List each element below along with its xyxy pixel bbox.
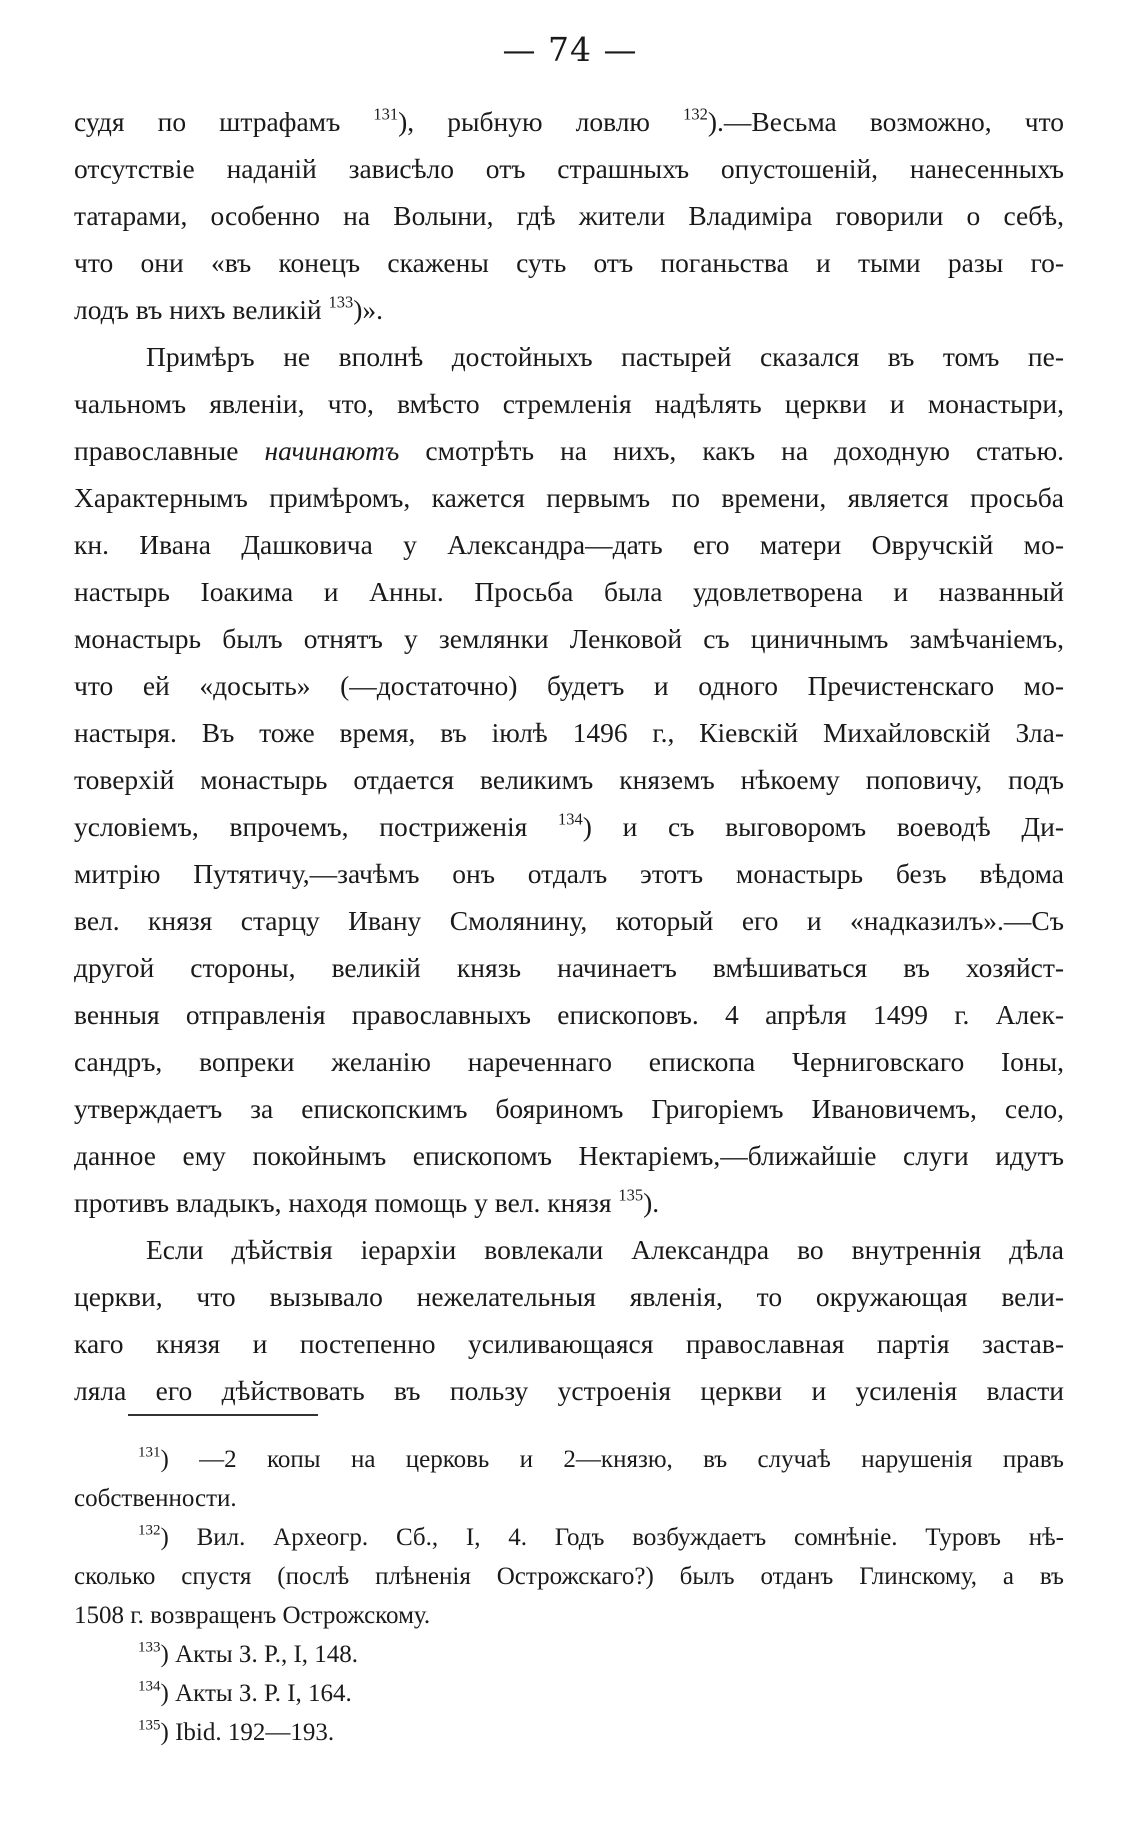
footnote-ref: 133 <box>328 292 354 312</box>
text-line: лодъ въ нихъ великій $^{133}$)». <box>74 292 384 325</box>
text-line: митрію Путятичу,—зачѣмъ онъ отдалъ этотъ монастырь безъ вѣдома <box>74 858 1064 889</box>
text-line: вел. князя старцу Ивану Смолянину, который его и «надказилъ».—Съ <box>74 905 1064 936</box>
text-line: $^{133}$) Акты З. Р., I, 148. <box>138 1639 359 1668</box>
emphasis: начинаютъ <box>264 435 400 466</box>
main-text <box>74 98 1064 1414</box>
text-line: 1508 г. возвращенъ Острожскому. <box>74 1602 431 1629</box>
text-line: другой стороны, великій князь начинаетъ вмѣшиваться въ хозяйст- <box>74 952 1064 983</box>
text-line: судя по штрафамъ $^{131}$), рыбную ловлю $^{132}$).—Весьма возможно, что <box>74 104 1065 137</box>
footnote-ref: 134 <box>557 809 583 829</box>
text-line: Если дѣйствія іерархіи вовлекали Александра во внутреннія дѣла <box>146 1234 1064 1265</box>
text-line: $^{135}$) Ibid. 192—193. <box>138 1717 335 1746</box>
text-line: что они «въ конецъ скажены суть отъ поганьства и тыми разы го- <box>74 247 1064 278</box>
footnote-ref: 132 <box>683 104 708 124</box>
footnote-134 <box>74 1674 1064 1713</box>
footnote-ref: 131 <box>373 104 399 124</box>
text-line: настырь Іоакима и Анны. Просьба была удовлетворена и названный <box>74 576 1064 607</box>
footnotes <box>74 1440 1064 1752</box>
text-line: товерхій монастырь отдается великимъ княземъ нѣкоему поповичу, подъ <box>74 764 1064 795</box>
paragraph-2 <box>74 333 1064 1226</box>
footnote-separator <box>128 1414 318 1416</box>
text-line: $^{132}$) Вил. Археогр. Сб., I, 4. Годъ возбуждаетъ сомнѣніе. Туровъ нѣ- <box>138 1522 1064 1551</box>
text-line: настыря. Въ тоже время, въ іюлѣ 1496 г., Кіевскій Михайловскій Зла- <box>74 717 1064 748</box>
text-line: сколько спустя (послѣ плѣненія Острожскаго?) былъ отданъ Глинскому, а въ <box>74 1563 1064 1590</box>
text-line: условіемъ, впрочемъ, постриженія $^{134}$) и съ выговоромъ воеводѣ Ди- <box>74 809 1064 842</box>
text-line: чальномъ явленіи, что, вмѣсто стремленія надѣлять церкви и монастыри, <box>74 388 1064 419</box>
text-line: сандръ, вопреки желанію нареченнаго епископа Черниговскаго Іоны, <box>74 1046 1064 1077</box>
text-line: $^{134}$) Акты З. Р. I, 164. <box>138 1678 352 1707</box>
text-line: данное ему покойнымъ епископомъ Нектаріемъ,—ближайшіе слуги идутъ <box>74 1140 1064 1171</box>
footnote-mark: 134 <box>138 1678 161 1695</box>
footnote-131 <box>74 1440 1064 1518</box>
footnote-132 <box>74 1518 1064 1635</box>
footnote-mark: 135 <box>138 1717 161 1734</box>
text-line: кн. Ивана Дашковича у Александра—дать его матери Овручскій мо- <box>74 529 1064 560</box>
text-line: монастырь былъ отнятъ у землянки Ленковой съ циничнымъ замѣчаніемъ, <box>74 623 1064 654</box>
text-line: Примѣръ не вполнѣ достойныхъ пастырей сказался въ томъ пе- <box>146 341 1064 372</box>
text-line: отсутствіе наданій зависѣло отъ страшныхъ опустошеній, нанесенныхъ <box>74 153 1064 184</box>
footnote-mark: 133 <box>138 1639 161 1656</box>
footnote-mark: 131 <box>138 1444 161 1461</box>
text-line: противъ владыкъ, находя помощь у вел. князя $^{135}$). <box>74 1185 660 1218</box>
text-line: православные начинаютъ смотрѣть на нихъ, какъ на доходную статью. <box>74 435 1064 466</box>
footnote-ref: 135 <box>618 1185 644 1205</box>
text-line: $^{131}$) —2 копы на церковь и 2—князю, въ случаѣ нарушенія правъ <box>138 1444 1064 1473</box>
paragraph-1 <box>74 98 1064 333</box>
footnote-mark: 132 <box>138 1522 161 1539</box>
page-number: — 74 — <box>502 30 638 69</box>
text-line: Характернымъ примѣромъ, кажется первымъ по времени, является просьба <box>74 482 1064 513</box>
text-line: каго князя и постепенно усиливающаяся православная партія застав- <box>74 1328 1064 1359</box>
text-line: татарами, особенно на Волыни, гдѣ жители Владиміра говорили о себѣ, <box>74 200 1064 231</box>
text-line: собственности. <box>74 1485 237 1512</box>
text-line: ляла его дѣйствовать въ пользу устроенія церкви и усиленія власти <box>74 1375 1064 1406</box>
text-line: церкви, что вызывало нежелательныя явленія, то окружающая вели- <box>74 1281 1064 1312</box>
text-line: что ей «досыть» (—достаточно) будетъ и одного Пречистенскаго мо- <box>74 670 1064 701</box>
text-line: венныя отправленія православныхъ епископовъ. 4 апрѣля 1499 г. Алек- <box>74 999 1064 1030</box>
text-line: утверждаетъ за епископскимъ бояриномъ Григоріемъ Ивановичемъ, село, <box>74 1093 1064 1124</box>
paragraph-3 <box>74 1226 1064 1414</box>
footnote-133 <box>74 1635 1064 1674</box>
footnote-135 <box>74 1713 1064 1752</box>
